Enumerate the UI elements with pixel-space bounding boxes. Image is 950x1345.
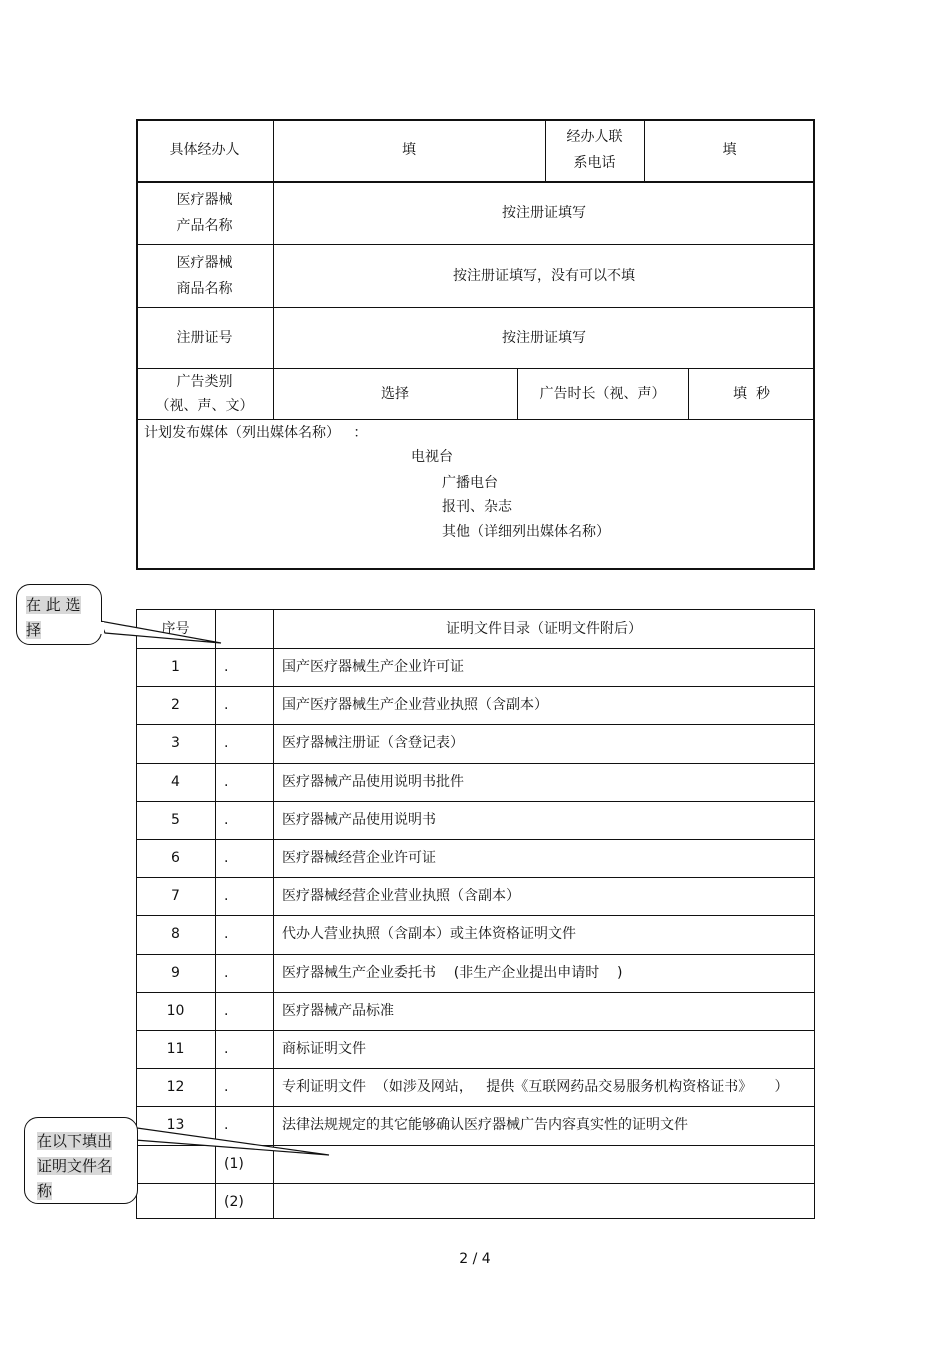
brand-name-label-line1: 医疗器械: [176, 254, 233, 271]
brand-name-field[interactable]: 按注册证填写，没有可以不填: [453, 267, 635, 284]
ad-type-label-line1: 广告类别: [176, 373, 233, 390]
docs-row-text: 国产医疗器械生产企业营业执照（含副本）: [282, 697, 548, 714]
media-option-other[interactable]: 其他（详细列出媒体名称）: [442, 524, 610, 540]
select-callout-text-line1: [26, 594, 81, 615]
docs-row-text: 医疗器械注册证（含登记表）: [282, 735, 464, 752]
docs-row-select[interactable]: .: [224, 659, 229, 676]
media-option-press[interactable]: 报刊、杂志: [442, 499, 512, 515]
ad-duration-field[interactable]: 填 秒: [733, 385, 770, 402]
docs-row-select[interactable]: .: [224, 811, 229, 828]
fill-callout-text-1: 在以下填出: [37, 1132, 113, 1150]
docs-row-text: 代办人营业执照（含副本）或主体资格证明文件: [282, 926, 576, 943]
registration-number-label: 注册证号: [176, 329, 233, 346]
docs-row-number: 8: [171, 926, 180, 943]
docs-row-select[interactable]: .: [224, 697, 229, 714]
docs-row-number: 12: [166, 1079, 185, 1096]
docs-row-number: 9: [171, 964, 180, 981]
docs-row-number: 2: [171, 697, 180, 714]
docs-row-text: 医疗器械产品使用说明书批件: [282, 773, 464, 790]
docs-row-text: 医疗器械经营企业许可证: [282, 850, 436, 867]
docs-row-select[interactable]: .: [224, 1117, 229, 1134]
docs-row-number: 1: [171, 659, 180, 676]
media-option-tv[interactable]: 电视台: [411, 449, 453, 465]
docs-row-text: 商标证明文件: [282, 1041, 366, 1058]
registration-number-field[interactable]: 按注册证填写: [502, 329, 586, 346]
docs-row-number: 5: [171, 811, 180, 828]
page-number: 2 / 4: [459, 1251, 491, 1267]
docs-row-number: 3: [171, 735, 180, 752]
ad-type-label-line2: （视、声、文）: [155, 397, 254, 414]
select-callout-text-1: 在 此 选: [26, 596, 81, 614]
fill-callout-text-line2: [37, 1155, 112, 1176]
docs-row-select[interactable]: .: [224, 735, 229, 752]
docs-row-text: 医疗器械生产企业委托书 (非生产企业提出申请时 ): [282, 964, 623, 981]
fill-callout-text-3: 称: [37, 1182, 53, 1200]
docs-row-text: 专利证明文件 （如涉及网站， 提供《互联网药品交易服务机构资格证书》 ）: [282, 1079, 789, 1096]
product-name-label-line1: 医疗器械: [176, 191, 233, 208]
docs-row-number: 13: [166, 1117, 185, 1134]
fill-callout-text-line3: [37, 1180, 52, 1201]
docs-row-select[interactable]: (2): [224, 1193, 244, 1210]
docs-row-select[interactable]: .: [224, 1079, 229, 1096]
docs-row-select[interactable]: .: [224, 888, 229, 905]
docs-row-number: 6: [171, 850, 180, 867]
fill-callout-text-2: 证明文件名: [37, 1157, 113, 1175]
ad-duration-label: 广告时长（视、声）: [539, 385, 666, 402]
docs-row-text: 法律法规规定的其它能够确认医疗器械广告内容真实性的证明文件: [282, 1117, 688, 1134]
docs-seq-header: 序号: [161, 620, 190, 637]
fill-callout-text-line1: [37, 1130, 112, 1151]
docs-row-text: 医疗器械产品标准: [282, 1002, 394, 1019]
media-label: 计划发布媒体（列出媒体名称） ：: [144, 425, 368, 441]
ad-type-select[interactable]: 选择: [381, 385, 409, 402]
select-callout-text-2: 择: [26, 621, 42, 639]
agent-label: 具体经办人: [169, 142, 240, 158]
agent-phone-field[interactable]: 填: [722, 142, 737, 158]
media-option-radio[interactable]: 广播电台: [442, 475, 498, 491]
docs-row-text: 医疗器械产品使用说明书: [282, 811, 436, 828]
docs-row-text: 医疗器械经营企业营业执照（含副本）: [282, 888, 520, 905]
docs-row-select[interactable]: .: [224, 926, 229, 943]
product-name-field[interactable]: 按注册证填写: [502, 204, 586, 221]
docs-row-select[interactable]: .: [224, 964, 229, 981]
docs-row-number: 4: [171, 773, 180, 790]
docs-row-select[interactable]: .: [224, 773, 229, 790]
select-callout-text-line2: [26, 619, 41, 640]
docs-row-number: 11: [166, 1041, 185, 1058]
product-name-label-line2: 产品名称: [176, 217, 233, 234]
agent-field[interactable]: 填: [402, 142, 416, 158]
docs-row-select[interactable]: .: [224, 850, 229, 867]
docs-row-number: 7: [171, 888, 180, 905]
agent-phone-label-line2: 系电话: [573, 155, 616, 171]
docs-row-select[interactable]: .: [224, 1041, 229, 1058]
agent-phone-label-line1: 经办人联: [566, 129, 623, 145]
docs-list-header: 证明文件目录（证明文件附后）: [446, 620, 642, 637]
docs-row-select[interactable]: (1): [224, 1155, 244, 1172]
docs-row-number: 10: [166, 1002, 185, 1019]
docs-row-select[interactable]: .: [224, 1002, 229, 1019]
brand-name-label-line2: 商品名称: [176, 280, 233, 297]
docs-row-text: 国产医疗器械生产企业许可证: [282, 659, 464, 676]
